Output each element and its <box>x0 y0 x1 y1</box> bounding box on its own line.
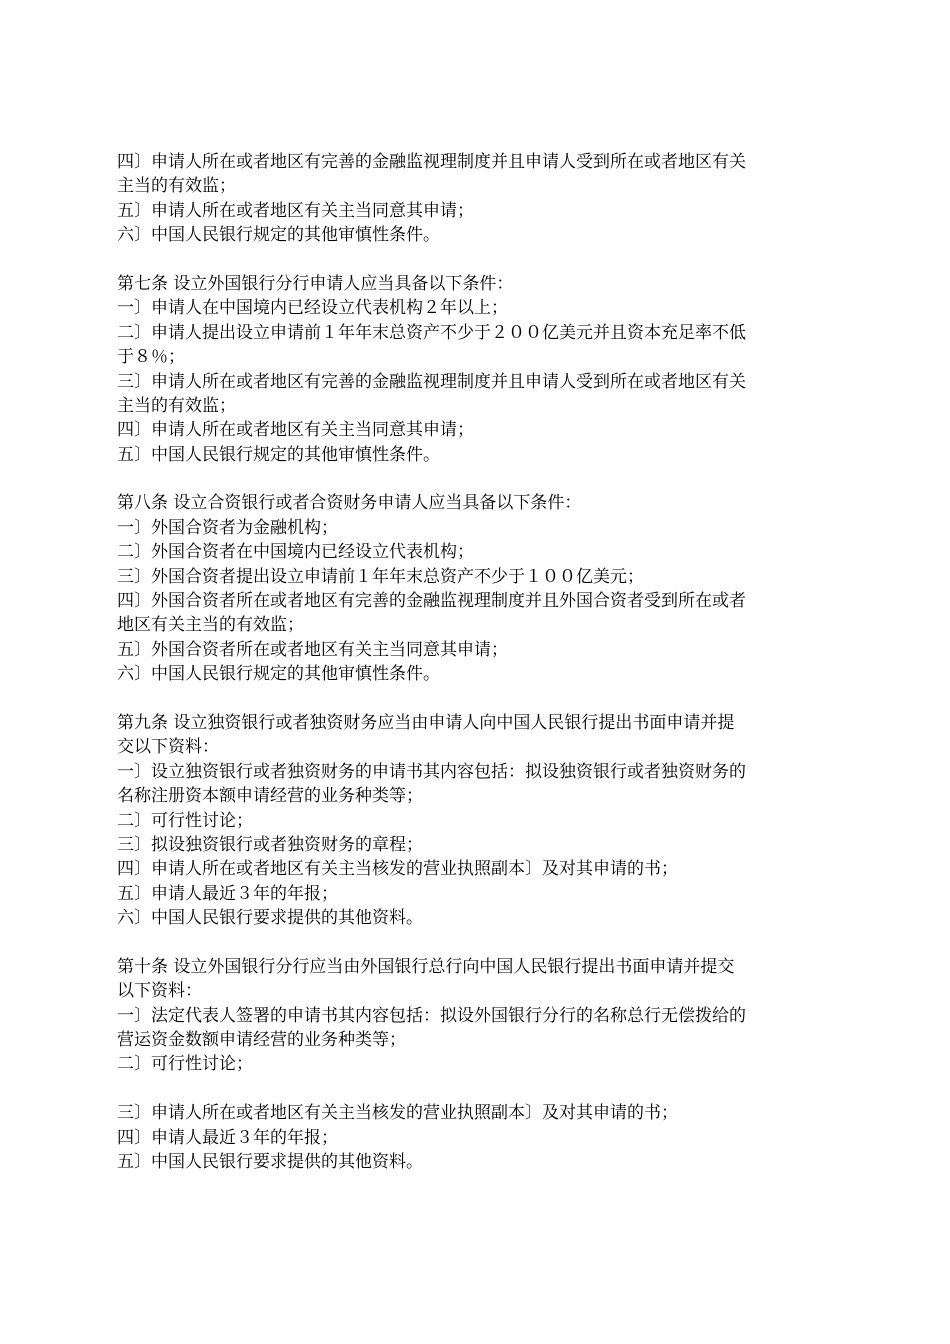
text-line: 五〕外国合资者所在或者地区有关主当同意其申请； <box>117 639 508 660</box>
text-line: 第七条 设立外国银行分行申请人应当具备以下条件： <box>117 273 514 294</box>
paragraph-gap <box>117 248 837 272</box>
text-line: 五〕申请人所在或者地区有关主当同意其申请； <box>117 200 474 221</box>
paragraph-gap <box>117 931 837 955</box>
text-line: 第九条 设立独资银行或者独资财务应当由申请人向中国人民银行提出书面申请并提 <box>117 712 735 733</box>
text-line: 一〕法定代表人签署的申请书其内容包括：拟设外国银行分行的名称总行无偿拨给的 <box>117 1005 746 1026</box>
text-line: 地区有关主当的有效监； <box>117 615 304 636</box>
text-line: 二〕外国合资者在中国境内已经设立代表机构； <box>117 542 474 563</box>
text-line: 以下资料： <box>117 981 202 1002</box>
text-line: 二〕可行性讨论； <box>117 810 253 831</box>
text-line: 四〕申请人所在或者地区有关主当同意其申请； <box>117 420 474 441</box>
text-line: 主当的有效监； <box>117 395 236 416</box>
text-line: 三〕拟设独资银行或者独资财务的章程； <box>117 834 423 855</box>
text-line: 四〕申请人最近３年的年报； <box>117 1127 338 1148</box>
text-block <box>117 491 837 686</box>
text-line: 三〕申请人所在或者地区有完善的金融监视理制度并且申请人受到所在或者地区有关 <box>117 371 746 392</box>
document-body <box>117 150 837 1174</box>
text-line: 第十条 设立外国银行分行应当由外国银行总行向中国人民银行提出书面申请并提交 <box>117 956 735 977</box>
text-line: 五〕中国人民银行要求提供的其他资料。 <box>117 1152 423 1173</box>
text-line: 六〕中国人民银行要求提供的其他资料。 <box>117 908 423 929</box>
text-line: 第八条 设立合资银行或者合资财务申请人应当具备以下条件： <box>117 493 582 514</box>
text-line: 五〕中国人民银行规定的其他审慎性条件。 <box>117 444 440 465</box>
text-line: 六〕中国人民银行规定的其他审慎性条件。 <box>117 225 440 246</box>
text-block <box>117 711 837 931</box>
text-line: 四〕申请人所在或者地区有关主当核发的营业执照副本〕及对其申请的书； <box>117 859 678 880</box>
text-line: 一〕设立独资银行或者独资财务的申请书其内容包括：拟设独资银行或者独资财务的 <box>117 761 746 782</box>
text-line: 一〕申请人在中国境内已经设立代表机构２年以上； <box>117 298 508 319</box>
paragraph-gap <box>117 1077 837 1101</box>
text-line: 四〕申请人所在或者地区有完善的金融监视理制度并且申请人受到所在或者地区有关 <box>117 152 746 172</box>
text-line: 一〕外国合资者为金融机构； <box>117 517 338 538</box>
text-line: 六〕中国人民银行规定的其他审慎性条件。 <box>117 664 440 685</box>
text-line: 名称注册资本额申请经营的业务种类等； <box>117 786 423 807</box>
text-line: 五〕申请人最近３年的年报； <box>117 883 338 904</box>
text-line: 二〕可行性讨论； <box>117 1054 253 1075</box>
text-line: 于８％； <box>117 347 185 368</box>
paragraph-gap <box>117 467 837 491</box>
text-block <box>117 150 837 248</box>
text-line: 主当的有效监； <box>117 176 236 197</box>
text-line: 四〕外国合资者所在或者地区有完善的金融监视理制度并且外国合资者受到所在或者 <box>117 591 746 612</box>
text-block <box>117 272 837 467</box>
text-line: 交以下资料： <box>117 737 219 758</box>
paragraph-gap <box>117 687 837 711</box>
text-block <box>117 1101 837 1174</box>
text-line: 三〕外国合资者提出设立申请前１年年末总资产不少于１００亿美元； <box>117 566 644 587</box>
text-line: 二〕申请人提出设立申请前１年年末总资产不少于２００亿美元并且资本充足率不低 <box>117 322 746 343</box>
text-line: 三〕申请人所在或者地区有关主当核发的营业执照副本〕及对其申请的书； <box>117 1103 678 1124</box>
text-block <box>117 955 837 1077</box>
text-line: 营运资金数额申请经营的业务种类等； <box>117 1030 406 1051</box>
